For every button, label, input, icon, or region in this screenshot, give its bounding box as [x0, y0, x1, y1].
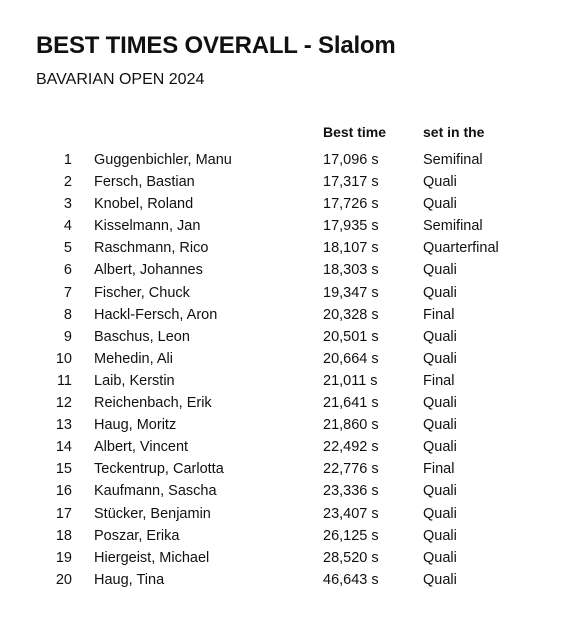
table-row: [0, 481, 580, 503]
time-cell: 21,641 s: [323, 395, 379, 412]
page-title: BEST TIMES OVERALL - Slalom: [36, 32, 396, 59]
table-row: [0, 415, 580, 437]
time-cell: 17,935 s: [323, 218, 379, 235]
time-cell: 20,328 s: [323, 306, 379, 323]
results-table: [0, 150, 580, 592]
rank-cell: 6: [63, 262, 72, 279]
time-cell: 21,860 s: [323, 417, 379, 434]
name-cell: Laib, Kerstin: [94, 372, 175, 389]
name-cell: Albert, Vincent: [94, 439, 189, 456]
rank-cell: 12: [55, 395, 72, 412]
round-cell: Semifinal: [423, 218, 483, 235]
name-cell: Haug, Tina: [94, 571, 165, 588]
rank-cell: 11: [56, 372, 72, 389]
time-cell: 18,107 s: [323, 240, 379, 257]
rank-cell: 14: [55, 439, 72, 456]
table-row: [0, 305, 580, 327]
round-cell: Quali: [423, 284, 457, 301]
rank-cell: 16: [55, 483, 72, 500]
time-cell: 26,125 s: [323, 527, 379, 544]
rank-cell: 20: [55, 571, 72, 588]
table-row: [0, 283, 580, 305]
name-cell: Albert, Johannes: [94, 262, 203, 279]
rank-cell: 1: [63, 152, 72, 168]
time-cell: 17,726 s: [323, 196, 379, 213]
column-header-set-in: set in the: [423, 124, 485, 140]
table-row: [0, 437, 580, 459]
round-cell: Quarterfinal: [423, 240, 499, 257]
name-cell: Knobel, Roland: [94, 196, 194, 213]
round-cell: Semifinal: [423, 152, 483, 168]
name-cell: Kaufmann, Sascha: [94, 483, 217, 500]
time-cell: 23,336 s: [323, 483, 379, 500]
time-cell: 20,664 s: [323, 350, 379, 367]
name-cell: Fersch, Bastian: [94, 174, 195, 191]
round-cell: Quali: [423, 505, 457, 522]
time-cell: 17,096 s: [323, 152, 379, 168]
time-cell: 46,643 s: [323, 571, 379, 588]
time-cell: 28,520 s: [323, 549, 379, 566]
round-cell: Quali: [423, 262, 457, 279]
rank-cell: 19: [55, 549, 72, 566]
rank-cell: 5: [63, 240, 72, 257]
rank-cell: 10: [55, 350, 72, 367]
rank-cell: 8: [63, 306, 72, 323]
round-cell: Quali: [423, 571, 457, 588]
table-row: [0, 216, 580, 238]
rank-cell: 18: [55, 527, 72, 544]
table-row: [0, 371, 580, 393]
table-row: [0, 459, 580, 481]
time-cell: 22,492 s: [323, 439, 379, 456]
column-header-best-time: Best time: [323, 124, 387, 140]
rank-cell: 13: [55, 417, 72, 434]
table-row: [0, 172, 580, 194]
table-row: [0, 349, 580, 371]
round-cell: Quali: [423, 395, 457, 412]
table-row: [0, 504, 580, 526]
rank-cell: 7: [63, 284, 72, 301]
round-cell: Quali: [423, 328, 457, 345]
name-cell: Stücker, Benjamin: [94, 505, 211, 522]
table-row: [0, 327, 580, 349]
name-cell: Raschmann, Rico: [94, 240, 209, 257]
round-cell: Quali: [423, 350, 457, 367]
table-row: [0, 238, 580, 260]
time-cell: 17,317 s: [323, 174, 379, 191]
name-cell: Hiergeist, Michael: [94, 549, 210, 566]
time-cell: 20,501 s: [323, 328, 379, 345]
name-cell: Poszar, Erika: [94, 527, 180, 544]
round-cell: Quali: [423, 549, 457, 566]
name-cell: Baschus, Leon: [94, 328, 190, 345]
round-cell: Quali: [423, 439, 457, 456]
name-cell: Kisselmann, Jan: [94, 218, 201, 235]
rank-cell: 2: [63, 174, 72, 191]
name-cell: Haug, Moritz: [94, 417, 177, 434]
time-cell: 23,407 s: [323, 505, 379, 522]
name-cell: Teckentrup, Carlotta: [94, 461, 224, 478]
page-subtitle: BAVARIAN OPEN 2024: [36, 71, 205, 88]
name-cell: Hackl-Fersch, Aron: [94, 306, 218, 323]
rank-cell: 3: [63, 196, 72, 213]
round-cell: Quali: [423, 483, 457, 500]
table-row: [0, 150, 580, 172]
rank-cell: 9: [63, 328, 72, 345]
round-cell: Final: [423, 461, 455, 478]
round-cell: Quali: [423, 417, 457, 434]
name-cell: Fischer, Chuck: [94, 284, 190, 301]
rank-cell: 17: [55, 505, 72, 522]
round-cell: Quali: [423, 196, 457, 213]
table-row: [0, 194, 580, 216]
table-row: [0, 260, 580, 282]
name-cell: Reichenbach, Erik: [94, 395, 212, 412]
round-cell: Quali: [423, 174, 457, 191]
table-row: [0, 393, 580, 415]
table-row: [0, 526, 580, 548]
name-cell: Guggenbichler, Manu: [94, 152, 232, 168]
name-cell: Mehedin, Ali: [94, 350, 173, 367]
time-cell: 21,011 s: [323, 372, 378, 389]
round-cell: Quali: [423, 527, 457, 544]
rank-cell: 4: [63, 218, 72, 235]
table-row: [0, 570, 580, 592]
round-cell: Final: [423, 372, 455, 389]
time-cell: 19,347 s: [323, 284, 379, 301]
rank-cell: 15: [55, 461, 72, 478]
table-row: [0, 548, 580, 570]
time-cell: 22,776 s: [323, 461, 379, 478]
time-cell: 18,303 s: [323, 262, 379, 279]
round-cell: Final: [423, 306, 455, 323]
